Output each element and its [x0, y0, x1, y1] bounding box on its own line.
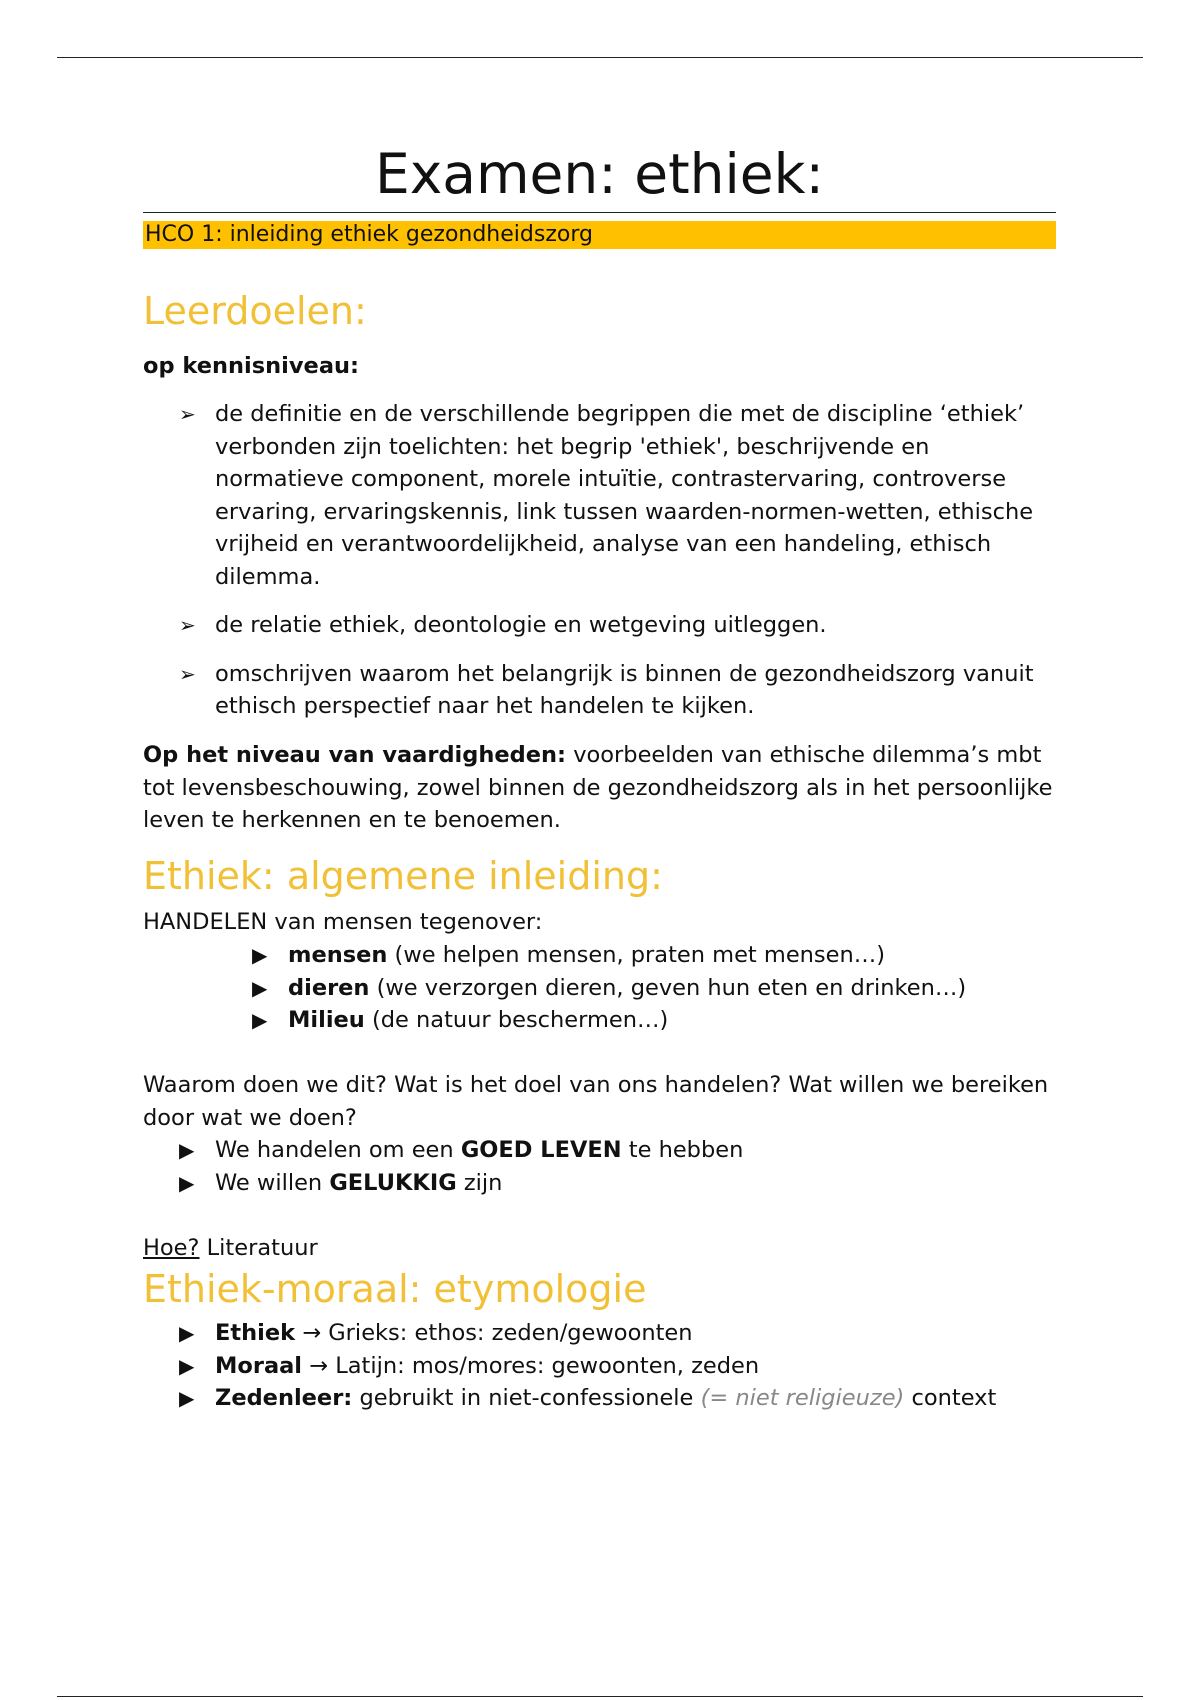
triangle-bullet-icon: ▶: [252, 1008, 268, 1032]
list-item: [179, 609, 1056, 642]
hoe-label: Hoe?: [143, 1235, 200, 1261]
arrowhead-bullet-icon: ➢: [179, 613, 196, 637]
item-keyword: Milieu: [288, 1007, 365, 1033]
bottom-rule: [57, 1696, 1143, 1697]
list-item: [179, 1167, 743, 1200]
item-keyword: Ethiek: [215, 1320, 296, 1346]
triangle-bullet-icon: ▶: [179, 1353, 195, 1378]
hoe-line: [143, 1232, 318, 1265]
list-item: [179, 1317, 996, 1350]
list-item: [179, 1134, 743, 1167]
arrowhead-bullet-icon: ➢: [179, 402, 196, 426]
arrowhead-bullet-icon: ➢: [179, 661, 196, 686]
list-item-text: de relatie ethiek, deontologie en wetgeving uitleggen.: [215, 612, 827, 638]
list-item: [179, 658, 1056, 723]
item-keyword: Moraal: [215, 1352, 303, 1379]
item-keyword: GOED LEVEN: [460, 1137, 622, 1163]
list-item: [252, 1004, 966, 1037]
item-keyword: GELUKKIG: [329, 1169, 457, 1196]
item-text: (de natuur beschermen…): [364, 1007, 669, 1033]
list-item-text: de definitie en de verschillende begrippen die met de discipline ‘ethiek’ verbonden zijn toelichten: het begrip 'ethiek', beschrijvende en normatieve component, morele intuïtie, contrastervaring, controverse ervaring, ervaringskennis, link tussen waarden-normen-wetten, ethische vrijheid en verantwoordelijkheid, analyse van een handeling, ethisch dilemma.: [215, 401, 1034, 590]
item-text: gebruikt in niet-confessionele: [352, 1385, 701, 1411]
item-text: (we verzorgen dieren, geven hun eten en drinken…): [369, 974, 967, 1001]
list-item: [179, 398, 1056, 593]
list-item: [179, 1382, 996, 1415]
triangle-bullet-icon: ▶: [252, 943, 268, 967]
triangle-bullet-icon: ▶: [179, 1386, 195, 1410]
hco-banner: HCO 1: inleiding ethiek gezondheidszorg: [143, 221, 1056, 249]
vaardigheden-paragraph: [143, 739, 1056, 837]
item-keyword: Zedenleer:: [215, 1385, 353, 1411]
item-text: We willen: [215, 1169, 330, 1196]
hoe-text: Literatuur: [199, 1235, 318, 1261]
kennis-label: op kennisniveau:: [143, 353, 360, 379]
triangle-bullet-icon: ▶: [179, 1321, 195, 1345]
list-item: [179, 1350, 996, 1383]
item-text: → Latijn: mos/mores: gewoonten, zeden: [302, 1352, 760, 1379]
page-title: Examen: ethiek:: [143, 138, 1056, 213]
list-item: [252, 939, 966, 972]
item-text: (we helpen mensen, praten met mensen…): [387, 942, 886, 968]
heading-leerdoelen: Leerdoelen:: [143, 289, 367, 333]
item-text: We handelen om een: [215, 1137, 461, 1163]
etymologie-list: [179, 1317, 996, 1415]
triangle-bullet-icon: ▶: [252, 975, 268, 1000]
item-keyword: mensen: [288, 942, 388, 968]
waarom-question: Waarom doen we dit? Wat is het doel van ons handelen? Wat willen we bereiken door wat we doen?: [143, 1072, 1049, 1131]
list-item: [252, 972, 966, 1005]
triangle-bullet-icon: ▶: [179, 1170, 195, 1195]
item-aside: (= niet religieuze): [700, 1385, 905, 1411]
heading-etymologie: Ethiek-moraal: etymologie: [143, 1267, 647, 1311]
kennis-list: [179, 398, 1056, 739]
vaardigheden-text: voorbeelden van ethische dilemma’s mbt tot levensbeschouwing, zowel binnen de gezondheidszorg als in het persoonlijke leven te herkennen en te benoemen.: [143, 742, 1053, 833]
item-text: zijn: [456, 1169, 503, 1196]
vaardigheden-label: Op het niveau van vaardigheden:: [143, 742, 567, 768]
triangle-bullet-icon: ▶: [179, 1138, 195, 1162]
handelen-list: [252, 939, 966, 1037]
handelen-intro: HANDELEN van mensen tegenover:: [143, 909, 543, 935]
top-rule: [57, 57, 1143, 58]
heading-algemene-inleiding: Ethiek: algemene inleiding:: [143, 854, 663, 898]
item-text: te hebben: [621, 1137, 744, 1163]
list-item-text: omschrijven waarom het belangrijk is binnen de gezondheidszorg vanuit ethisch perspectief naar het handelen te kijken.: [215, 660, 1034, 719]
doel-list: [179, 1134, 743, 1199]
item-text: → Grieks: ethos: zeden/gewoonten: [295, 1320, 693, 1346]
item-keyword: dieren: [288, 974, 370, 1001]
item-text: context: [904, 1385, 997, 1411]
